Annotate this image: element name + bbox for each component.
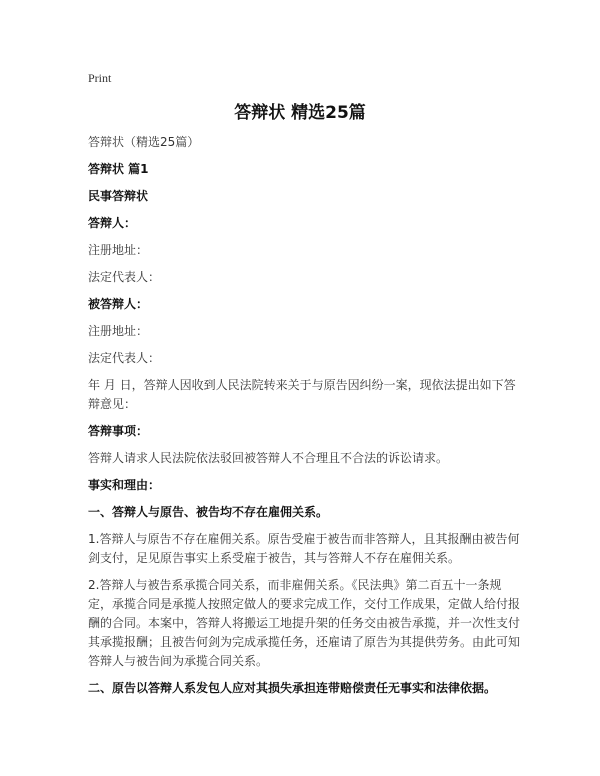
section-heading: 答辩状 篇1 [88,162,149,176]
document-title: 答辩状 精选25篇 [234,103,366,123]
matters-label: 答辩事项： [88,424,149,438]
doc-type-heading: 民事答辩状 [88,189,149,203]
document-body [88,133,520,698]
legal-rep-2: 法定代表人： [88,351,161,365]
respondent-label: 答辩人： [88,216,137,230]
point1-heading: 一、答辩人与原告、被告均不存在雇佣关系。 [88,505,329,519]
matters-text: 答辩人请求人民法院依法驳回被答辩人不合理且不合法的诉讼请求。 [88,451,449,465]
point1-paragraph-1: 1.答辩人与原告不存在雇佣关系。原告受雇于被告而非答辩人，且其报酬由被告何剑支付，足见原告事实上系受雇于被告，其与答辩人不存在雇佣关系。 [88,532,520,565]
registered-address-2: 注册地址： [88,324,149,338]
point2-heading: 二、原告以答辩人系发包人应对其损失承担连带赔偿责任无事实和法律依据。 [88,681,497,695]
print-link[interactable]: Print [88,71,112,85]
legal-rep-1: 法定代表人： [88,270,161,284]
facts-label: 事实和理由： [88,478,161,492]
registered-address-1: 注册地址： [88,243,149,257]
subtitle: 答辩状（精选25篇） [88,135,200,149]
defendant-label: 被答辩人： [88,297,149,311]
point1-paragraph-2: 2.答辩人与被告系承揽合同关系，而非雇佣关系。《民法典》第二百五十一条规定，承揽合同是承揽人按照定做人的要求完成工作，交付工作成果，定做人给付报酬的合同。本案中，答辩人将搬运工地提升架的任务交由被告承揽，并一次性支付其承揽报酬；且被告何剑为完成承揽任务，还雇请了原告为其提供劳务。由此可知答辩人与被告间为承揽合同关系。 [88,578,521,668]
intro-paragraph: 年 月 日，答辩人因收到人民法院转来关于与原告因纠纷一案，现依法提出如下答辩意见： [88,378,516,411]
